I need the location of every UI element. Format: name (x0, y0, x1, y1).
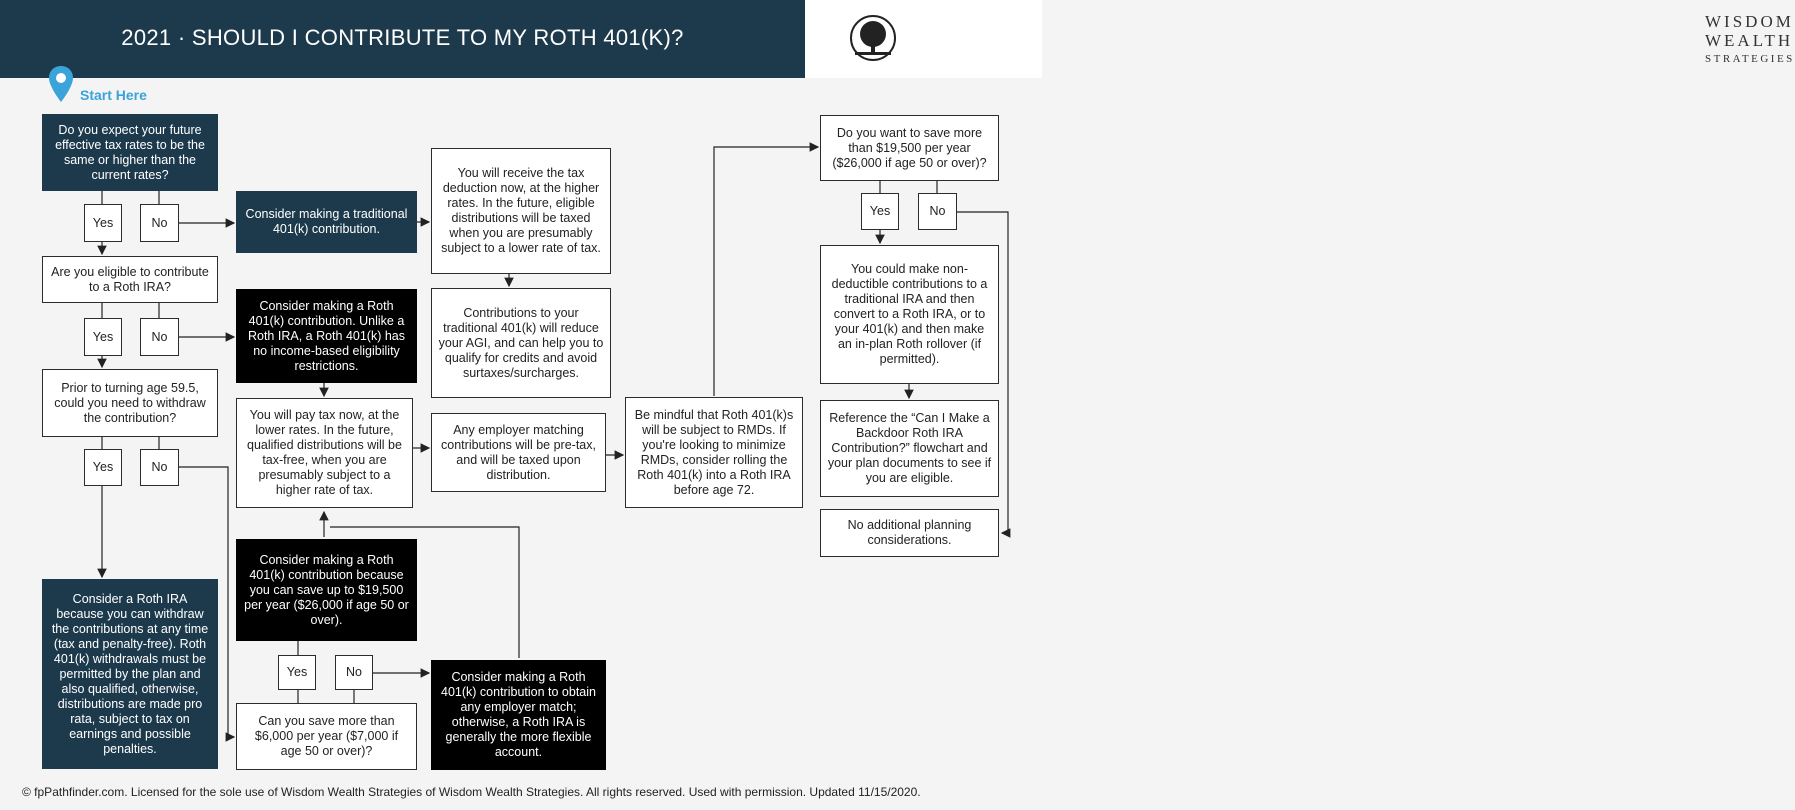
question-roth-ira-eligible: Are you eligible to contribute to a Roth IRA? (42, 256, 218, 303)
consider-traditional-401k: Consider making a traditional 401(k) contribution. (236, 191, 417, 253)
header-bar (0, 0, 805, 78)
logo (805, 0, 1795, 78)
question-save-6000: Can you save more than $6,000 per year ($7,000 if age 50 or over)? (236, 703, 417, 770)
line-rmds-save19500 (714, 147, 818, 396)
answer-no: No (335, 655, 373, 690)
logo-line-2: WEALTH (1705, 31, 1794, 50)
answer-no: No (918, 193, 957, 230)
start-here-label: Start Here (80, 87, 147, 103)
answer-no: No (140, 204, 179, 242)
logo-line-3: STRATEGIES (1705, 53, 1795, 65)
contributions-reduce-agi: Contributions to your traditional 401(k) will reduce your AGI, and can help you to qualify for credits and avoid surtaxes/surcharges. (431, 288, 611, 398)
be-mindful-rmds: Be mindful that Roth 401(k)s will be subject to RMDs. If you're looking to minimize RMDs, consider rolling the Roth 401(k) into a Roth IRA before age 72. (625, 397, 803, 508)
question-save-19500: Do you want to save more than $19,500 per year ($26,000 if age 50 or over)? (820, 115, 999, 181)
reference-backdoor-roth: Reference the “Can I Make a Backdoor Roth IRA Contribution?” flowchart and your plan documents to see if you are eligible. (820, 400, 999, 497)
logo-line-1: WISDOM (1705, 12, 1794, 31)
no-additional-planning: No additional planning considerations. (820, 509, 999, 557)
consider-roth-save-up: Consider making a Roth 401(k) contribution because you can save up to $19,500 per year ($26,000 if age 50 or over). (236, 539, 417, 641)
answer-no: No (140, 318, 179, 356)
footer-copyright: © fpPathfinder.com. Licensed for the sole use of Wisdom Wealth Strategies of Wisdom Wealth Strategies. All rights reserved. Used with permission. Updated 11/15/2020. (22, 785, 921, 799)
non-deductible-contributions: You could make non-deductible contributions to a traditional IRA and then convert to a Roth IRA, or to your 401(k) and then make an in-plan Roth rollover (if permitted). (820, 245, 999, 384)
answer-no: No (140, 449, 179, 486)
location-pin-icon (48, 65, 74, 105)
tax-deduction-now: You will receive the tax deduction now, at the higher rates. In the future, eligible distributions will be taxed when you are presumably subject to a lower rate of tax. (431, 148, 611, 274)
pay-tax-now: You will pay tax now, at the lower rates. In the future, qualified distributions will be tax-free, when you are presumably subject to a higher rate of tax. (236, 398, 413, 508)
consider-roth-employer-match: Consider making a Roth 401(k) contribution to obtain any employer match; otherwise, a Roth IRA is generally the more flexible account. (431, 660, 606, 770)
answer-yes: Yes (861, 193, 899, 230)
answer-yes: Yes (278, 655, 316, 690)
consider-roth-ira: Consider a Roth IRA because you can withdraw the contributions at any time (tax and penalty-free). Roth 401(k) withdrawals must be permitted by the plan and also qualified, otherwise, distributions are made pro rata, subject to tax on earnings and possible penalties. (42, 579, 218, 769)
answer-yes: Yes (84, 318, 122, 356)
answer-yes: Yes (84, 449, 122, 486)
page-title: 2021 · SHOULD I CONTRIBUTE TO MY ROTH 401(K)? (121, 25, 684, 50)
question-withdraw-before-59: Prior to turning age 59.5, could you need to withdraw the contribution? (42, 369, 218, 437)
answer-yes: Yes (84, 204, 122, 242)
tree-logo-icon (849, 14, 897, 62)
consider-roth-401k-no-income-limit: Consider making a Roth 401(k) contribution. Unlike a Roth IRA, a Roth 401(k) has no income-based eligibility restrictions. (236, 289, 417, 383)
employer-match-pretax: Any employer matching contributions will be pre-tax, and will be taxed upon distribution. (431, 413, 606, 492)
question-tax-rates: Do you expect your future effective tax rates to be the same or higher than the current rates? (42, 114, 218, 191)
